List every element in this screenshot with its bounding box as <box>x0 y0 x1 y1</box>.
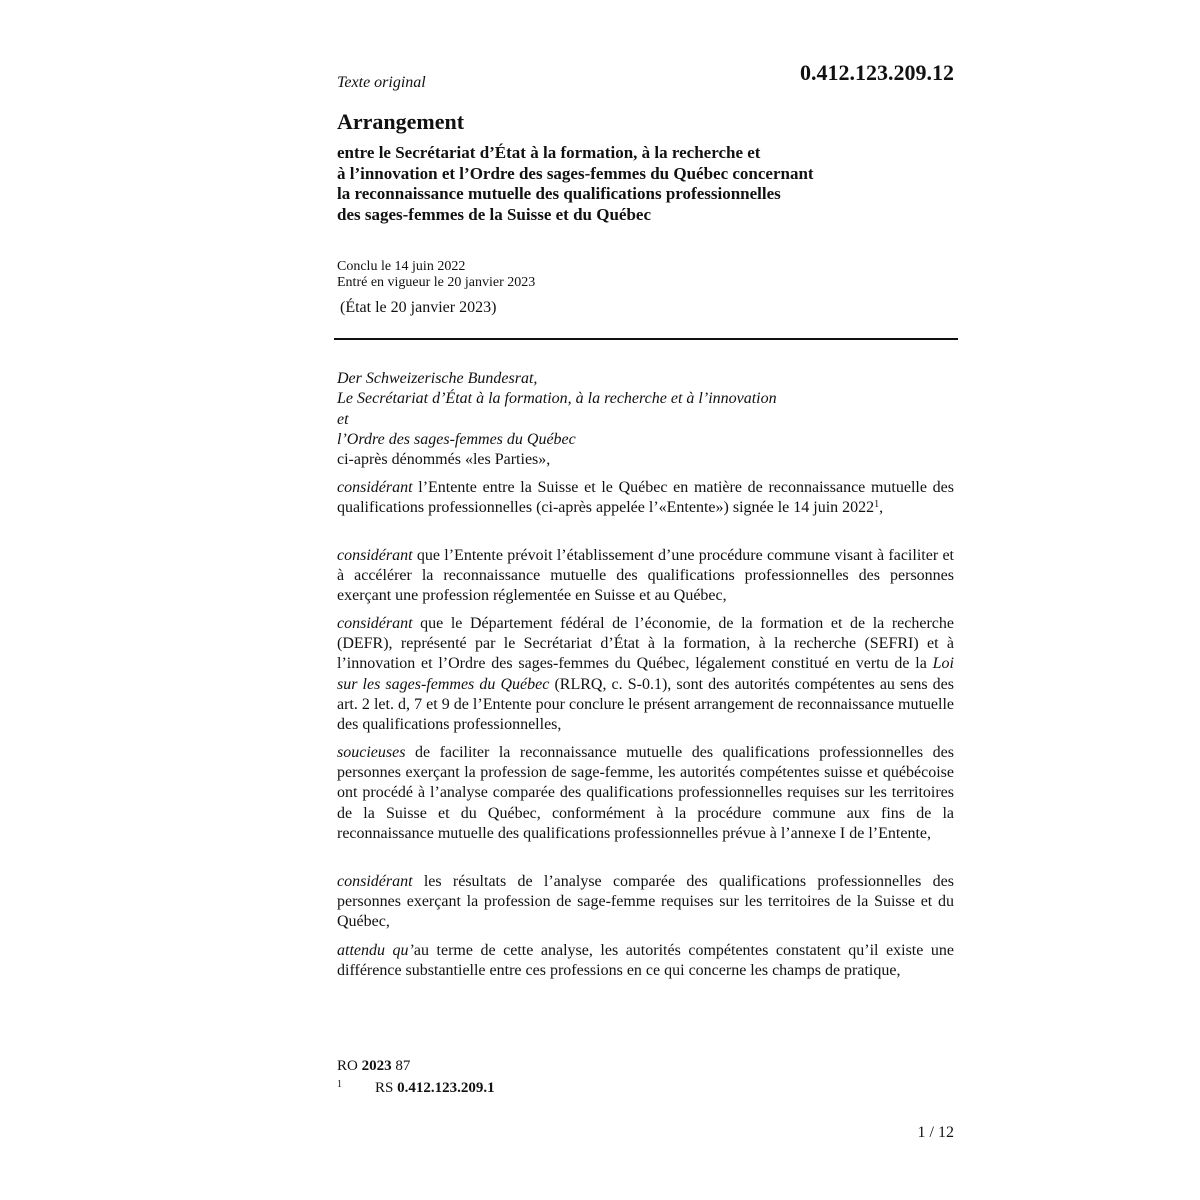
original-text-label: Texte original <box>337 74 426 91</box>
paragraph-text: l’Entente entre la Suisse et le Québec en matière de reconnaissance mutuelle des qualifications professionnelles (ci-après appelée l’«Entente») signée le 14 juin 2022 <box>337 479 954 517</box>
paragraph-text: que le Département fédéral de l’économie, de la formation et de la recherche (DEFR), représenté par le Secrétariat d’État à la formation, à la recherche (SEFRI) et à l’innovation et l’Ordre des sages-femmes du Québec, légalement constitué en vertu de la <box>337 615 954 673</box>
paragraph-text: , <box>879 499 884 517</box>
preamble-paragraph-4 <box>337 743 954 844</box>
paragraph-lead: considérant <box>337 873 413 890</box>
paragraph-lead: considérant <box>337 547 413 564</box>
preamble-paragraph-3 <box>337 614 954 735</box>
paragraph-text: de faciliter la reconnaissance mutuelle des qualifications professionnelles des personnes exerçant la profession de sage-femme, les autorités compétentes suisse et québécoise ont procédé à l’analyse comparée des qualifications professionnelles requises sur les territoires de la Suisse et du Québec, conformément à la procédure commune aux fins de la reconnaissance mutuelle des qualifications professionnelles prévue à l’annexe I de l’Entente, <box>337 744 954 842</box>
preamble-paragraph-2 <box>337 546 954 607</box>
dates-block <box>337 259 535 291</box>
page-number: 1 / 12 <box>917 1124 954 1141</box>
law-title: Loi sur les sages-femmes du Québec <box>337 655 954 693</box>
ro-prefix: RO <box>337 1058 358 1074</box>
subtitle-line: des sages-femmes de la Suisse et du Québec <box>337 204 652 224</box>
document-subtitle <box>337 143 937 225</box>
preamble-paragraph-6 <box>337 941 954 981</box>
paragraph-lead: considérant <box>337 615 413 632</box>
footnote-mark: 1 <box>337 1079 342 1090</box>
subtitle-line: la reconnaissance mutuelle des qualifications professionnelles <box>337 184 781 203</box>
in-force-date: Entré en vigueur le 20 janvier 2023 <box>337 275 536 290</box>
header-divider <box>334 338 958 340</box>
paragraph-lead: soucieuses <box>337 744 406 761</box>
footnote-prefix: RS <box>375 1080 394 1096</box>
preamble-paragraph-1 <box>337 478 954 518</box>
party-line: Der Schweizerische Bundesrat, <box>337 370 538 387</box>
footnote-reference[interactable]: 1 <box>874 499 880 511</box>
paragraph-lead: considérant <box>337 479 413 496</box>
party-line: Le Secrétariat d’État à la formation, à la recherche et à l’innovation <box>337 390 777 408</box>
paragraph-text: au terme de cette analyse, les autorités compétentes constatent qu’il existe une différence substantielle entre ces professions en ce qui concerne les champs de pratique, <box>337 942 955 980</box>
paragraph-text: les résultats de l’analyse comparée des qualifications professionnelles des personnes exerçant la profession de sage-femme requises sur les territoires de la Suisse et du Québec, <box>337 873 954 931</box>
paragraph-lead: attendu qu’ <box>337 942 414 959</box>
preamble-paragraph-5 <box>337 872 954 933</box>
parties-block <box>337 369 957 470</box>
document-title: Arrangement <box>337 109 465 134</box>
state-date: (État le 20 janvier 2023) <box>340 299 497 316</box>
document-number: 0.412.123.209.12 <box>800 60 954 85</box>
footnote <box>337 1079 495 1097</box>
concluded-date: Conclu le 14 juin 2022 <box>337 259 466 274</box>
subtitle-line: entre le Secrétariat d’État à la formation, à la recherche et <box>337 143 761 162</box>
footnote-link[interactable]: 0.412.123.209.1 <box>397 1080 495 1096</box>
official-compilation-ref <box>337 1058 410 1075</box>
ro-year: 2023 <box>361 1058 392 1074</box>
party-line: et <box>337 410 349 428</box>
paragraph-text: que l’Entente prévoit l’établissement d’une procédure commune visant à faciliter et à accélérer la reconnaissance mutuelle des qualifications professionnelles des personnes exerçant une profession réglementée en Suisse et au Québec, <box>337 547 954 605</box>
paragraph-text: (RLRQ, c. S-0.1), sont des autorités compétentes au sens des art. 2 let. d, 7 et 9 de l’Entente pour conclure le présent arrangement de reconnaissance mutuelle des qualifications professionnelles, <box>337 675 955 734</box>
parties-designation: ci-après dénommés «les Parties», <box>337 451 551 469</box>
subtitle-line: à l’innovation et l’Ordre des sages-femmes du Québec concernant <box>337 163 814 183</box>
ro-page: 87 <box>395 1058 411 1074</box>
party-line: l’Ordre des sages-femmes du Québec <box>337 430 576 448</box>
